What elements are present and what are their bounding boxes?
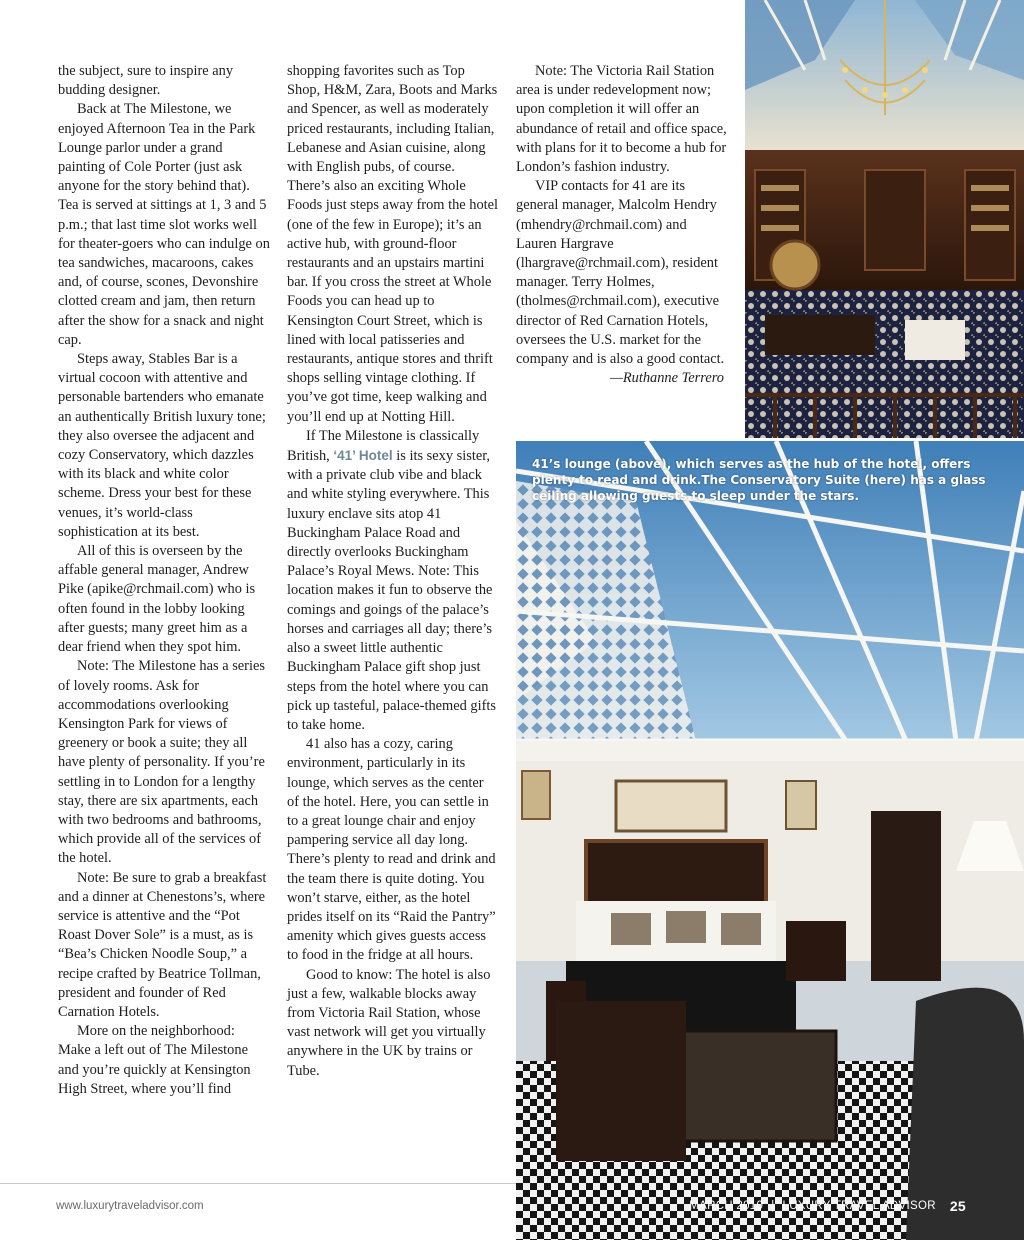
lounge-photo-image [745, 0, 1024, 438]
paragraph-text: If The Milestone is classically British, [287, 427, 480, 465]
article-column-2 [287, 62, 499, 1081]
paragraph: Steps away, Stables Bar is a virtual cocoon with attentive and personable bartenders who emanate an authentically British luxury tone; they also oversee the adjacent and cozy Conservatory, which dazzles with its black and white color scheme. Dress your best for these venues, it’s world-class sophistication at its best. [58, 351, 266, 540]
paragraph: Note: Be sure to grab a breakfast and a dinner at Chenestons’s, where service is attentive and the “Pot Roast Dover Sole” is a must, as is “Bea’s Chicken Noodle Soup,” a recipe crafted by Beatrice Tollman, president and founder of Red Carnation Hotels. [58, 869, 267, 1020]
hotel-name-highlight: ‘41’ Hotel [333, 448, 393, 464]
footer-folio [689, 1198, 966, 1214]
article-column-3 [516, 62, 728, 388]
paragraph: 41 also has a cozy, caring environment, particularly in its lounge, which serves as the center of the hotel. Here, you can settle in to a great lounge chair and enjoy pampering service all day long. There’s plenty to read and drink and the team there is quite doting. You won’t starve, either, as the hotel prides itself on its “Raid the Pantry” amenity which gives guests access to food in the fridge at all hours. [287, 736, 496, 964]
magazine-name: LUXURY TRAVEL ADVISOR [782, 1200, 936, 1212]
author-signoff: —Ruthanne Terrero [610, 370, 724, 387]
paragraph: Note: The Victoria Rail Station area is under redevelopment now; upon completion it will offer an abundance of retail and office space, with plans for it to become a hub for London’s fashion industry. [516, 63, 727, 176]
issue-date: MARCH 2010 [689, 1200, 764, 1212]
paragraph: Good to know: The hotel is also just a few, walkable blocks away from Victoria Rail Station, whose vast network will get you virtually anywhere in the UK by trains or Tube. [287, 966, 491, 1079]
page-number: 25 [949, 1198, 966, 1214]
footer-website-link[interactable]: www.luxurytraveladvisor.com [56, 1200, 204, 1212]
article-column-1 [58, 62, 270, 1099]
footer-divider [0, 1183, 516, 1184]
conservatory-suite-photo [516, 441, 1024, 1240]
paragraph [287, 427, 499, 735]
paragraph: Note: The Milestone has a series of lovely rooms. Ask for accommodations overlooking Kensington Park for views of greenery or book a suite; they all have plenty of personality. If you’re settling in to London for a lengthy stay, there are six apartments, each with two bedrooms and bathrooms, which provide all of the services of the hotel. [58, 658, 265, 867]
paragraph: the subject, sure to inspire any budding designer. [58, 63, 234, 99]
paragraph: All of this is overseen by the affable general manager, Andrew Pike (apike@rchmail.com) who is often found in the lobby looking after guests; many greet him as a dear friend when they spot him. [58, 543, 256, 656]
lounge-photo [745, 0, 1024, 438]
folio-separator: | [771, 1200, 775, 1212]
paragraph: More on the neighborhood: Make a left out of The Milestone and you’re quickly at Kensington High Street, where you’ll find [58, 1023, 251, 1097]
paragraph-text: is its sexy sister, with a private club vibe and black and white styling everywhere. This luxury enclave sits atop 41 Buckingham Palace Road and directly overlooks Buckingham Palace’s Royal Mews. Note: This location makes it fun to observe the comings and goings of the palace’s horses and carriages all day; there’s also a sweet little authentic Buckingham Palace gift shop just steps from the hotel where you can pick up tasteful, palace-themed gifts to take home. [287, 448, 496, 733]
photo-caption: 41’s lounge (above), which serves as the hub of the hotel, offers plenty to read and drink.The Conservatory Suite (here) has a glass ceiling allowing guests to sleep under the stars. [532, 457, 986, 503]
paragraph: Back at The Milestone, we enjoyed Afternoon Tea in the Park Lounge parlor under a grand painting of Cole Porter (just ask anyone for the story behind that). Tea is served at sittings at 1, 3 and 5 p.m.; that last time slot works well for theater-goers who can indulge on tea sandwiches, macaroons, cakes and, of course, scones, Devonshire clotted cream and jam, then return after the show for a snack and night cap. [58, 101, 270, 348]
conservatory-suite-image [516, 441, 1024, 1240]
paragraph: VIP contacts for 41 are its general manager, Malcolm Hendry (mhendry@rchmail.com) and Lauren Hargrave (lhargrave@rchmail.com), resident manager. Terry Holmes, (tholmes@rchmail.com), executive director of Red Carnation Hotels, oversees the U.S. market for the company and is also a good contact. [516, 178, 725, 368]
paragraph: shopping favorites such as Top Shop, H&M, Zara, Boots and Marks and Spencer, as well as moderately priced restaurants, including Italian, Lebanese and Asian cuisine, along with English pubs, of course. There’s also an exciting Whole Foods just steps away from the hotel (one of the few in Europe); it’s an active hub, with ground-floor restaurants and an upstairs martini bar. If you cross the street at Whole Foods you can head up to Kensington Court Street, which is lined with local patisseries and restaurants, antique stores and thrift shops selling vintage clothing. If you’ve got time, keep walking and you’ll end up at Notting Hill. [287, 63, 499, 425]
